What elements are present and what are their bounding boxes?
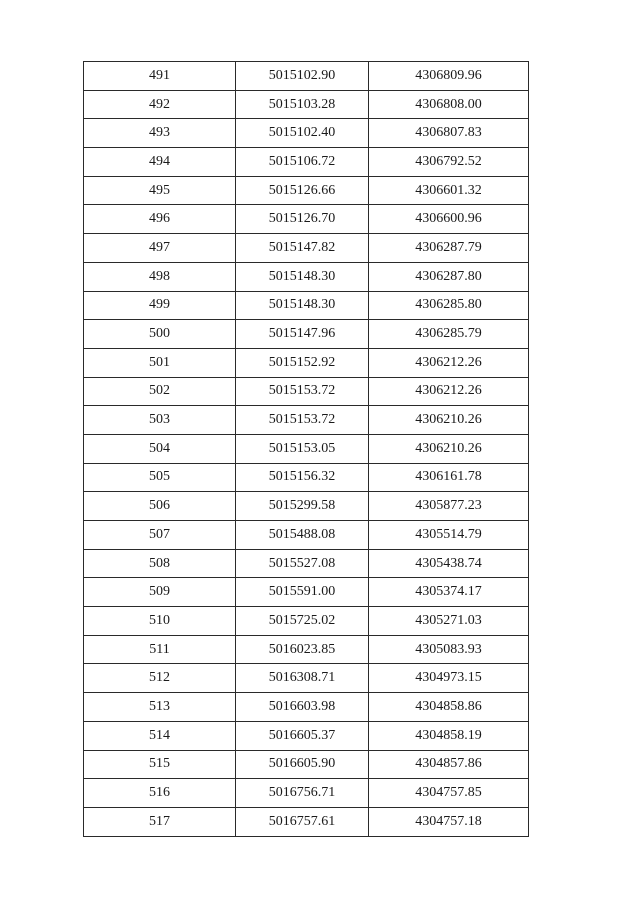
table-row	[84, 377, 529, 406]
table-row	[84, 234, 529, 263]
y-coordinate-cell: 4306808.00	[369, 90, 529, 119]
y-coordinate-cell: 4306809.96	[369, 62, 529, 91]
point-number-cell: 500	[84, 320, 236, 349]
y-coordinate-cell: 4305877.23	[369, 492, 529, 521]
coordinate-table	[83, 61, 529, 837]
x-coordinate-cell: 5016605.37	[236, 721, 369, 750]
x-coordinate-cell: 5016757.61	[236, 807, 369, 836]
table-row	[84, 492, 529, 521]
y-coordinate-cell: 4306285.79	[369, 320, 529, 349]
y-coordinate-cell: 4305083.93	[369, 635, 529, 664]
x-coordinate-cell: 5015126.70	[236, 205, 369, 234]
point-number-cell: 506	[84, 492, 236, 521]
x-coordinate-cell: 5015103.28	[236, 90, 369, 119]
x-coordinate-cell: 5015147.96	[236, 320, 369, 349]
x-coordinate-cell: 5015147.82	[236, 234, 369, 263]
y-coordinate-cell: 4304858.86	[369, 693, 529, 722]
table-row	[84, 807, 529, 836]
y-coordinate-cell: 4306792.52	[369, 148, 529, 177]
y-coordinate-cell: 4305374.17	[369, 578, 529, 607]
point-number-cell: 503	[84, 406, 236, 435]
point-number-cell: 513	[84, 693, 236, 722]
x-coordinate-cell: 5015102.90	[236, 62, 369, 91]
point-number-cell: 507	[84, 521, 236, 550]
point-number-cell: 511	[84, 635, 236, 664]
point-number-cell: 516	[84, 779, 236, 808]
y-coordinate-cell: 4305514.79	[369, 521, 529, 550]
y-coordinate-cell: 4306601.32	[369, 176, 529, 205]
table-row	[84, 148, 529, 177]
table-row	[84, 176, 529, 205]
table-row	[84, 262, 529, 291]
table-row	[84, 406, 529, 435]
table-row	[84, 90, 529, 119]
table-row	[84, 205, 529, 234]
point-number-cell: 514	[84, 721, 236, 750]
y-coordinate-cell: 4306807.83	[369, 119, 529, 148]
point-number-cell: 512	[84, 664, 236, 693]
point-number-cell: 517	[84, 807, 236, 836]
point-number-cell: 493	[84, 119, 236, 148]
table-row	[84, 635, 529, 664]
y-coordinate-cell: 4306287.79	[369, 234, 529, 263]
table-row	[84, 750, 529, 779]
point-number-cell: 505	[84, 463, 236, 492]
x-coordinate-cell: 5015148.30	[236, 262, 369, 291]
point-number-cell: 509	[84, 578, 236, 607]
y-coordinate-cell: 4304757.18	[369, 807, 529, 836]
point-number-cell: 498	[84, 262, 236, 291]
x-coordinate-cell: 5016023.85	[236, 635, 369, 664]
y-coordinate-cell: 4304858.19	[369, 721, 529, 750]
point-number-cell: 508	[84, 549, 236, 578]
x-coordinate-cell: 5015527.08	[236, 549, 369, 578]
table-row	[84, 463, 529, 492]
table-row	[84, 693, 529, 722]
table-row	[84, 664, 529, 693]
point-number-cell: 496	[84, 205, 236, 234]
y-coordinate-cell: 4304757.85	[369, 779, 529, 808]
point-number-cell: 495	[84, 176, 236, 205]
y-coordinate-cell: 4304973.15	[369, 664, 529, 693]
point-number-cell: 494	[84, 148, 236, 177]
y-coordinate-cell: 4306161.78	[369, 463, 529, 492]
point-number-cell: 504	[84, 434, 236, 463]
y-coordinate-cell: 4305438.74	[369, 549, 529, 578]
y-coordinate-cell: 4306210.26	[369, 406, 529, 435]
point-number-cell: 499	[84, 291, 236, 320]
point-number-cell: 515	[84, 750, 236, 779]
table-row	[84, 119, 529, 148]
table-row	[84, 291, 529, 320]
table-row	[84, 549, 529, 578]
x-coordinate-cell: 5015153.05	[236, 434, 369, 463]
y-coordinate-cell: 4306212.26	[369, 377, 529, 406]
table-row	[84, 521, 529, 550]
x-coordinate-cell: 5015148.30	[236, 291, 369, 320]
point-number-cell: 491	[84, 62, 236, 91]
y-coordinate-cell: 4306212.26	[369, 348, 529, 377]
x-coordinate-cell: 5016308.71	[236, 664, 369, 693]
table-row	[84, 578, 529, 607]
coordinate-table-body	[84, 62, 529, 837]
x-coordinate-cell: 5015126.66	[236, 176, 369, 205]
table-row	[84, 348, 529, 377]
x-coordinate-cell: 5016603.98	[236, 693, 369, 722]
x-coordinate-cell: 5015153.72	[236, 377, 369, 406]
y-coordinate-cell: 4305271.03	[369, 607, 529, 636]
point-number-cell: 501	[84, 348, 236, 377]
table-row	[84, 721, 529, 750]
x-coordinate-cell: 5015725.02	[236, 607, 369, 636]
y-coordinate-cell: 4306285.80	[369, 291, 529, 320]
x-coordinate-cell: 5015156.32	[236, 463, 369, 492]
y-coordinate-cell: 4306600.96	[369, 205, 529, 234]
table-row	[84, 320, 529, 349]
x-coordinate-cell: 5015591.00	[236, 578, 369, 607]
point-number-cell: 510	[84, 607, 236, 636]
x-coordinate-cell: 5015102.40	[236, 119, 369, 148]
x-coordinate-cell: 5016756.71	[236, 779, 369, 808]
table-row	[84, 434, 529, 463]
table-row	[84, 779, 529, 808]
x-coordinate-cell: 5015152.92	[236, 348, 369, 377]
point-number-cell: 492	[84, 90, 236, 119]
x-coordinate-cell: 5015106.72	[236, 148, 369, 177]
x-coordinate-cell: 5015299.58	[236, 492, 369, 521]
table-row	[84, 62, 529, 91]
point-number-cell: 502	[84, 377, 236, 406]
y-coordinate-cell: 4306287.80	[369, 262, 529, 291]
x-coordinate-cell: 5016605.90	[236, 750, 369, 779]
y-coordinate-cell: 4306210.26	[369, 434, 529, 463]
x-coordinate-cell: 5015488.08	[236, 521, 369, 550]
x-coordinate-cell: 5015153.72	[236, 406, 369, 435]
table-row	[84, 607, 529, 636]
point-number-cell: 497	[84, 234, 236, 263]
y-coordinate-cell: 4304857.86	[369, 750, 529, 779]
